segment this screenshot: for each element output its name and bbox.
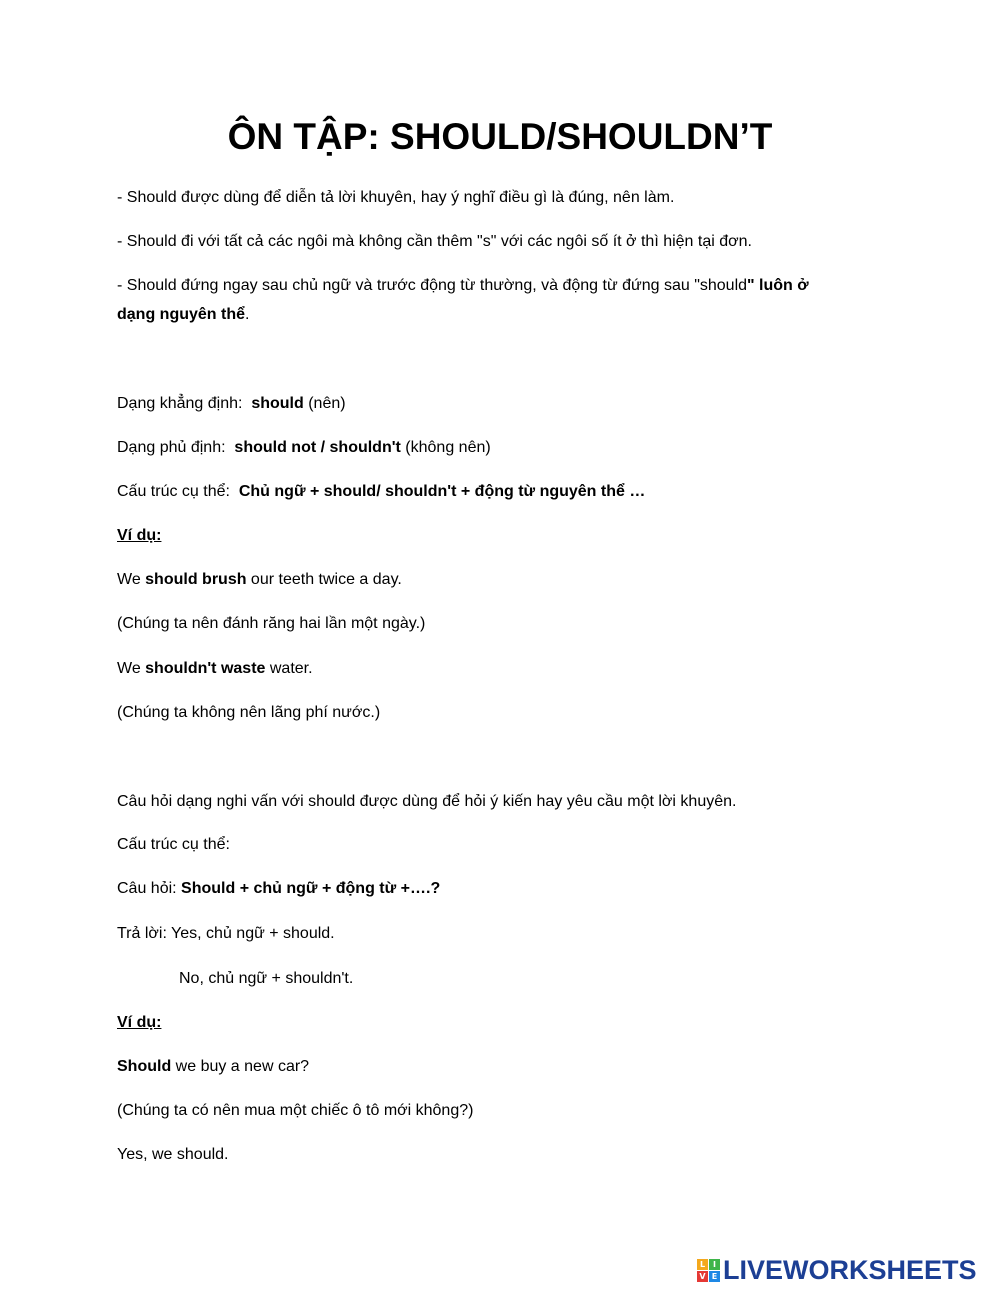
example-1-sentence-2	[117, 654, 313, 684]
ex2-s1-a: Should	[117, 1058, 172, 1075]
intro-paragraph-2: - Should đi với tất cả các ngôi mà không cần thêm "s" với các ngôi số ít ở thì hiện tại đơn.	[117, 233, 752, 250]
logo-block-i: I	[709, 1259, 720, 1270]
intro-paragraph-1: - Should được dùng để diễn tả lời khuyên, hay ý nghĩ điều gì là đúng, nên làm.	[117, 189, 675, 206]
logo-block-v: V	[697, 1271, 708, 1282]
example-2-answer: Yes, we should.	[117, 1146, 229, 1163]
logo-block-e: E	[709, 1271, 720, 1282]
intro-p3-bold: " luôn ở	[747, 277, 809, 294]
affirmative-form	[117, 389, 346, 419]
intro-p3-bold-cont: dạng nguyên thể	[117, 306, 245, 323]
q-bold: Should + chủ ngữ + động từ +….?	[181, 880, 441, 897]
struct-label: Cấu trúc cụ thể:	[117, 483, 239, 500]
struct-bold: Chủ ngữ + should/ shouldn't + động từ nguyên thể …	[238, 483, 646, 500]
example-1-sentence-1	[117, 565, 402, 595]
question-intro: Câu hỏi dạng nghi vấn với should được dùng để hỏi ý kiến hay yêu cầu một lời khuyên.	[117, 793, 737, 810]
ex1-s1-c: our teeth twice a day.	[246, 571, 402, 588]
logo-blocks-icon	[697, 1259, 720, 1282]
ex1-s2-c: water.	[265, 660, 313, 677]
neg-bold: should not / shouldn't	[234, 439, 401, 456]
affirm-rest: (nên)	[303, 395, 346, 412]
ex1-s2-b: shouldn't waste	[145, 660, 266, 677]
page-title: ÔN TẬP: SHOULD/SHOULDN’T	[227, 116, 773, 157]
logo-text: LIVEWORKSHEETS	[723, 1255, 977, 1285]
q-label: Câu hỏi:	[117, 880, 182, 897]
liveworksheets-logo	[697, 1255, 977, 1285]
example-heading-2: Ví dụ:	[117, 1014, 162, 1031]
affirm-label: Dạng khẳng định:	[117, 395, 252, 412]
example-2-translation-1: (Chúng ta có nên mua một chiếc ô tô mới không?)	[117, 1102, 474, 1119]
neg-rest: (không nên)	[400, 439, 491, 456]
question-form	[117, 874, 440, 904]
intro-p3-period: .	[245, 306, 250, 323]
logo-block-l: L	[697, 1259, 708, 1270]
question-structure: Cấu trúc cụ thể:	[117, 836, 230, 853]
intro-paragraph-3-cont	[117, 300, 249, 330]
neg-label: Dạng phủ định:	[117, 439, 235, 456]
ex1-s1-a: We	[117, 571, 146, 588]
structure-form	[117, 477, 645, 507]
example-1-translation-1: (Chúng ta nên đánh răng hai lần một ngày.)	[117, 615, 426, 632]
ex2-s1-b: we buy a new car?	[171, 1058, 310, 1075]
affirm-bold: should	[251, 395, 304, 412]
example-1-translation-2: (Chúng ta không nên lãng phí nước.)	[117, 704, 381, 721]
intro-p3-text: - Should đứng ngay sau chủ ngữ và trước động từ thường, và động từ đứng sau "should	[117, 277, 748, 294]
intro-paragraph-3	[117, 271, 809, 301]
example-heading-1: Ví dụ:	[117, 527, 162, 544]
answer-yes: Trả lời: Yes, chủ ngữ + should.	[117, 925, 335, 942]
ex1-s2-a: We	[117, 660, 146, 677]
ex1-s1-b: should brush	[145, 571, 247, 588]
negative-form	[117, 433, 491, 463]
example-2-sentence-1	[117, 1052, 309, 1082]
answer-no: No, chủ ngữ + shouldn't.	[179, 970, 354, 987]
